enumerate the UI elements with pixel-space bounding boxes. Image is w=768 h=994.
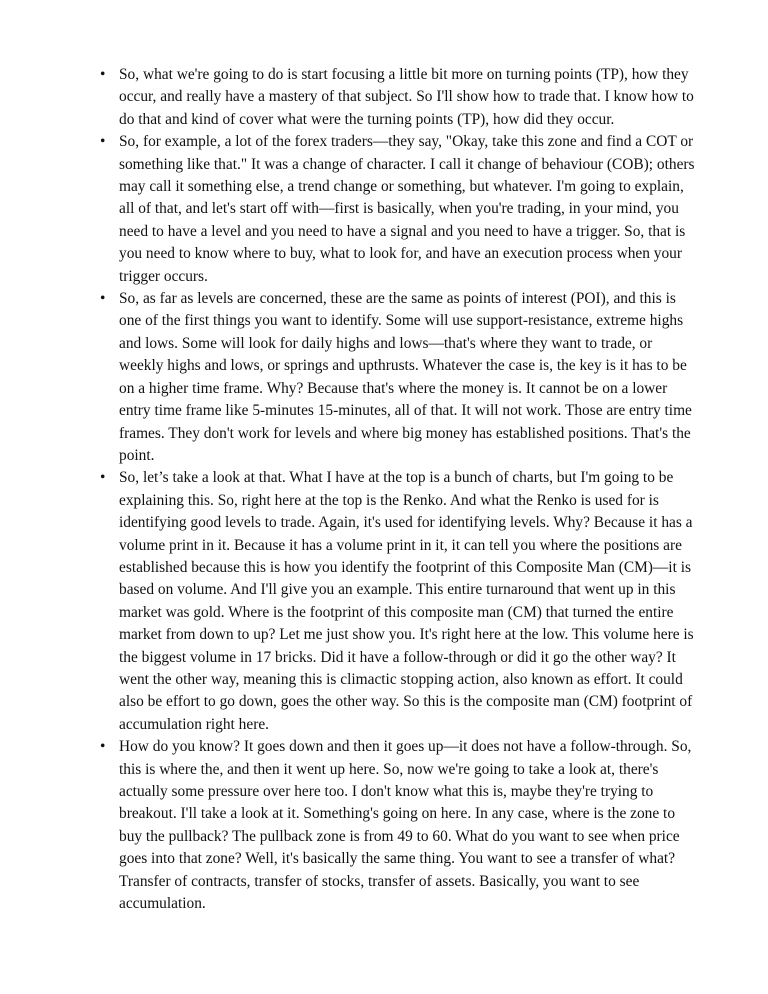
paragraph-text: So, what we're going to do is start focusing a little bit more on turning points (TP), how they occur, and really have a mastery of that subject. So I'll show how to trade that. I know how to do that and kind of cover what were the turning points (TP), how did they occur. (119, 66, 694, 128)
list-item (100, 288, 700, 467)
bullet-icon: • (100, 738, 106, 756)
paragraph-text: So, as far as levels are concerned, these are the same as points of interest (POI), and this is one of the first things you want to identify. Some will use support-resistance, extreme highs and lows. Some will look for daily highs and lows—that's where they want to trade, or weekly highs and lows, or springs and upthrusts. Whatever the case is, the key is it has to be on a higher time frame. Why? Because that's where the money is. It cannot be on a lower entry time frame like 5-minutes 15-minutes, all of that. It will not work. Those are entry time frames. They don't work for levels and where big money has established positions. That's the point. (119, 290, 692, 464)
bullet-icon: • (100, 66, 106, 83)
bullet-list (100, 64, 700, 915)
bullet-icon: • (100, 133, 106, 151)
list-item (100, 131, 700, 288)
list-item (100, 64, 700, 131)
paragraph-text: How do you know? It goes down and then it goes up—it does not have a follow-through. So, this is where the, and then it went up here. So, now we're going to take a look at, there's actually some pressure over here too. I don't know what this is, maybe they're trying to breakout. I'll take a look at it. Something's going on here. In any case, where is the zone to buy the pullback? The pullback zone is from 49 to 60. What do you want to see when price goes into that zone? Well, it's basically the same thing. You want to see a transfer of what? Transfer of contracts, transfer of stocks, transfer of assets. Basically, you want to see accumulation. (119, 738, 692, 913)
list-item (100, 467, 700, 736)
list-item (100, 736, 700, 915)
paragraph-text: So, for example, a lot of the forex traders—they say, "Okay, take this zone and find a COT or something like that." It was a change of character. I call it change of behaviour (COB); others may call it something else, a trend change or something, but whatever. I'm going to explain, all of that, and let's start off with—first is basically, when you're trading, in your mind, you need to have a level and you need to have a signal and you need to have a trigger. So, that is you need to know where to buy, what to look for, and have an execution process when your trigger occurs. (119, 133, 695, 285)
bullet-icon: • (100, 469, 106, 487)
paragraph-text: So, let’s take a look at that. What I have at the top is a bunch of charts, but I'm going to be explaining this. So, right here at the top is the Renko. And what the Renko is used for is identifying good levels to trade. Again, it's used for identifying levels. Why? Because it has a volume print in it. Because it has a volume print in it, it can tell you where the positions are established because this is how you identify the footprint of this Composite Man (CM)—it is based on volume. And I'll give you an example. This entire turnaround that went up in this market was gold. Where is the footprint of this composite man (CM) that turned the entire market from down to up? Let me just show you. It's right here at the low. This volume here is the biggest volume in 17 bricks. Did it have a follow-through or did it go the other way? It went the other way, meaning this is climactic stopping action, also known as effort. It could also be effort to go down, goes the other way. So this is the composite man (CM) footprint of accumulation right here. (119, 469, 694, 733)
bullet-icon: • (100, 290, 106, 308)
